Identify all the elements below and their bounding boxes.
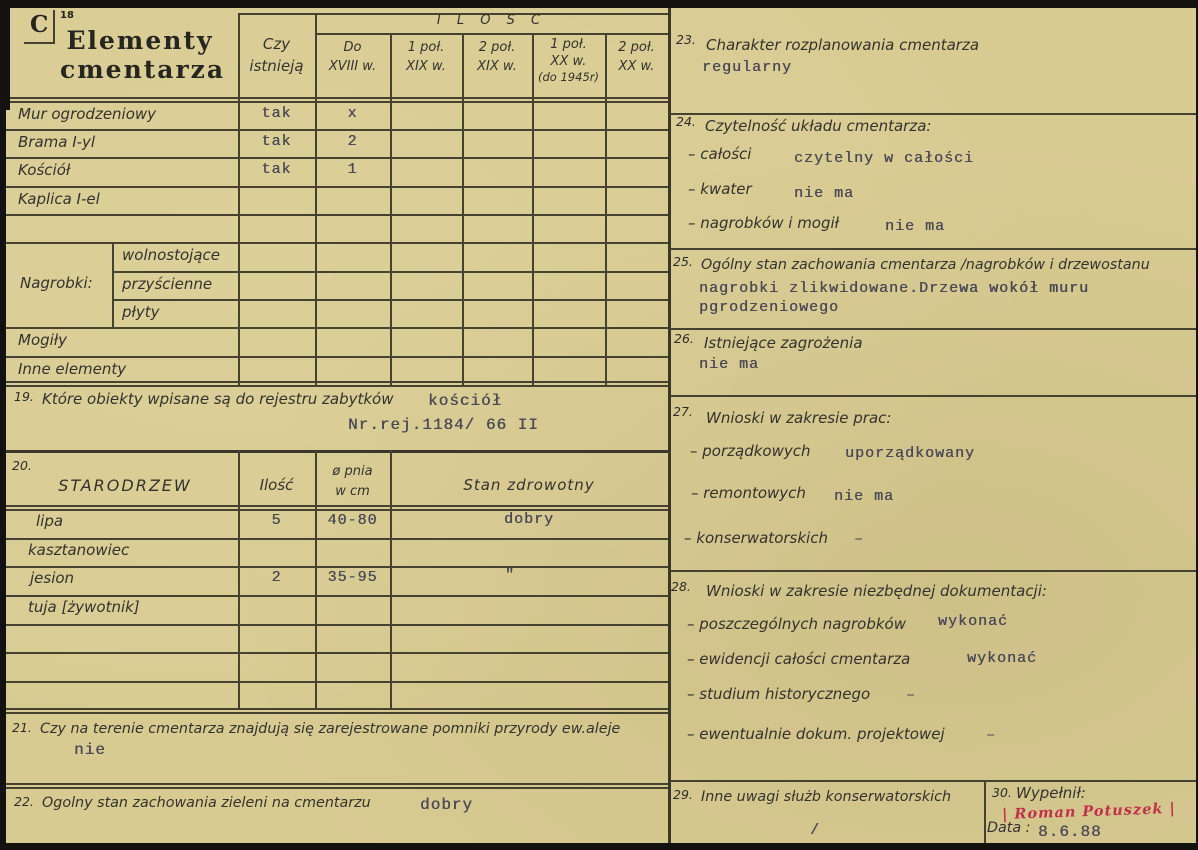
section-24-answer-calosci: czytelny w całości (794, 150, 975, 167)
grid-line-v (532, 33, 534, 385)
corner-mark-line-v (53, 10, 55, 43)
row-brama-qty: 2 (347, 133, 358, 150)
section-21-label: Czy na terenie cmentarza znajdują się zarejestrowane pomniki przyrody ew.aleje (40, 721, 621, 737)
row-label-plyty: płyty (122, 303, 160, 321)
grid-line-h (0, 327, 668, 329)
section-20-title: STARODRZEW (58, 476, 192, 495)
grid-line-h (0, 595, 668, 597)
section-23-label: Charakter rozplanowania cmentarza (706, 36, 980, 54)
grid-line-h (0, 101, 668, 103)
row-mur-qty: x (347, 105, 358, 122)
qty-col3-line1: 2 poł. (478, 40, 516, 55)
row-label-kaplica: Kaplica I-el (18, 190, 100, 208)
scan-edge-bottom (0, 843, 1198, 850)
section-26-label: Istniejące zagrożenia (704, 334, 863, 352)
section-28-item-studium: – studium historycznego (687, 685, 871, 703)
section-19-answer-1: kościół (428, 392, 503, 410)
grid-line-h (0, 214, 668, 216)
scan-edge-left (0, 0, 6, 850)
grid-line-h (0, 157, 668, 159)
row-kosciol-exists: tak (261, 161, 292, 178)
section-28-answer-studium: – (906, 687, 917, 704)
section-29-label: Inne uwagi służb konserwatorskich (701, 789, 952, 805)
grid-line-h (0, 538, 668, 540)
form-corner-number: 18 (60, 10, 74, 21)
section-30-label: Wypełnił: (1016, 784, 1086, 802)
section-20-col-qty: Ilość (259, 476, 294, 494)
row-label-brama: Brama I-yl (18, 133, 96, 151)
panel-divider-line (668, 8, 671, 843)
section-27-number: 27. (673, 404, 693, 419)
col-exists-line2: istnieją (249, 57, 304, 75)
section-30-number: 30. (992, 785, 1012, 800)
tree-row-lipa-qty: 5 (271, 512, 282, 529)
grid-line-h (0, 97, 668, 99)
qty-col4-line2: XX w. (550, 54, 587, 69)
tree-row-jesion-dia: 35-95 (327, 569, 378, 586)
section-26-answer: nie ma (699, 356, 760, 373)
section-27-item-konserwatorskich: – konserwatorskich (684, 529, 828, 547)
section-20-col-dia-line2: w cm (335, 484, 370, 499)
form-title-line1: Elementy (66, 26, 214, 55)
section-25-number: 25. (673, 254, 693, 269)
section-28-answer-ewidencji: wykonać (967, 650, 1038, 667)
row-label-mogily: Mogiły (18, 331, 67, 349)
form-title-line2: cmentarza (60, 55, 226, 84)
section-22-answer: dobry (420, 796, 474, 814)
tree-row-lipa-dia: 40-80 (327, 512, 378, 529)
section-28-answer-projektowej: – (986, 727, 997, 744)
tree-row-label-kasztanowiec: kasztanowiec (28, 541, 130, 559)
corner-mark-line-h (24, 42, 55, 44)
grid-line-v (112, 242, 114, 327)
scan-edge-top (0, 0, 1198, 8)
row-label-mur: Mur ogrodzeniowy (18, 105, 157, 123)
section-30-date-value: 8.6.88 (1038, 823, 1102, 841)
col-exists-line1: Czy (262, 35, 291, 53)
grid-line-h (0, 708, 668, 710)
grid-line-h (0, 356, 668, 358)
grid-line-h (112, 271, 668, 273)
qty-col2-line1: 1 poł. (407, 40, 445, 55)
grid-line-h (670, 395, 1198, 397)
section-28-label: Wnioski w zakresie niezbędnej dokumentacji: (706, 582, 1047, 600)
grid-line-h (0, 242, 668, 244)
section-23-number: 23. (676, 32, 696, 47)
grid-line-h (0, 712, 668, 714)
row-mur-exists: tak (261, 105, 292, 122)
qty-col1-line2: XVIII w. (328, 59, 377, 74)
section-25-answer-line2: pgrodzeniowego (699, 299, 840, 316)
grid-line-h (0, 681, 668, 683)
section-30-name-stamp: | Roman Potuszek | (1001, 799, 1177, 824)
row-label-wolnostojace: wolnostojące (122, 246, 221, 264)
tree-row-label-lipa: lipa (36, 512, 64, 530)
grid-line-v (390, 33, 392, 385)
grid-line-h (670, 248, 1198, 250)
grid-line-h (0, 652, 668, 654)
grid-line-h (112, 299, 668, 301)
section-20-number: 20. (12, 458, 32, 473)
section-24-label: Czytelność układu cmentarza: (705, 117, 932, 135)
section-24-answer-nagrobkow: nie ma (885, 218, 946, 235)
grid-line-h (0, 787, 668, 789)
section-29-mark: / (810, 822, 821, 839)
grid-line-h (315, 33, 668, 35)
grid-line-h (0, 450, 668, 453)
qty-col3-line2: XIX w. (477, 59, 517, 74)
section-20-col-dia-line1: ø pnia (332, 464, 373, 479)
grid-line-h (0, 624, 668, 626)
form-corner-letter: C (30, 11, 49, 38)
section-28-item-projektowej: – ewentualnie dokum. projektowej (687, 725, 945, 743)
scan-edge-corner (0, 0, 10, 110)
row-label-inne: Inne elementy (18, 360, 127, 378)
section-22-number: 22. (14, 794, 34, 809)
section-27-item-remontowych: – remontowych (691, 484, 806, 502)
grid-line-h (670, 570, 1198, 572)
grid-line-h (0, 505, 668, 507)
row-label-przyscienne: przyścienne (122, 275, 213, 293)
section-24-number: 24. (676, 114, 696, 129)
grid-line-h (0, 381, 668, 383)
grid-line-h (670, 113, 1198, 115)
section-19-label: Które obiekty wpisane są do rejestru zabytków (42, 390, 394, 408)
grid-line-v (984, 780, 986, 843)
grid-line-h (0, 129, 668, 131)
row-brama-exists: tak (261, 133, 292, 150)
section-28-item-nagrobkow: – poszczególnych nagrobków (687, 615, 906, 633)
qty-col5-line2: XX w. (618, 59, 655, 74)
qty-col5-line1: 2 poł. (618, 40, 655, 55)
section-26-number: 26. (674, 331, 694, 346)
section-29-number: 29. (673, 787, 693, 802)
grid-line-h (0, 783, 668, 785)
section-22-label: Ogolny stan zachowania zieleni na cmentarzu (42, 795, 371, 811)
tree-row-lipa-health: dobry (503, 511, 554, 528)
section-19-number: 19. (14, 389, 34, 404)
qty-col4-line1: 1 poł. (550, 37, 587, 52)
section-19-answer-2: Nr.rej.1184/ 66 II (348, 416, 539, 434)
section-21-number: 21. (12, 720, 32, 735)
section-30-date-label: Data : (987, 820, 1031, 836)
section-27-answer-konserwatorskich: – (854, 531, 865, 548)
grid-line-h (670, 328, 1198, 330)
tree-row-jesion-qty: 2 (271, 569, 282, 586)
section-28-answer-nagrobkow: wykonać (938, 613, 1009, 630)
tree-row-label-jesion: jesion (30, 569, 75, 587)
section-28-number: 28. (671, 579, 691, 594)
qty-group-header: I L O S C (436, 13, 547, 28)
qty-col1-line1: Do (343, 40, 362, 55)
grid-line-h (670, 780, 1198, 782)
grid-line-v (462, 33, 464, 385)
qty-col2-line2: XIX w. (406, 59, 446, 74)
section-27-answer-remontowych: nie ma (834, 488, 895, 505)
tree-row-jesion-health: " (504, 567, 515, 584)
section-27-item-porzadkowych: – porządkowych (690, 442, 811, 460)
section-27-answer-porzadkowych: uporządkowany (845, 445, 976, 462)
grid-line-h (0, 186, 668, 188)
section-27-label: Wnioski w zakresie prac: (706, 409, 892, 427)
grid-line-h (0, 385, 668, 387)
section-20-col-health: Stan zdrowotny (463, 476, 595, 494)
section-25-answer-line1: nagrobki zlikwidowane.Drzewa wokół muru (699, 280, 1090, 297)
row-label-kosciol: Kościół (18, 161, 71, 179)
row-kosciol-qty: 1 (347, 161, 358, 178)
section-24-item-calosci: – całości (688, 145, 752, 163)
group-label-nagrobki: Nagrobki: (20, 274, 93, 292)
section-21-answer: nie (74, 741, 106, 759)
section-25-label: Ogólny stan zachowania cmentarza /nagrobków i drzewostanu (701, 257, 1150, 273)
section-24-item-nagrobkow: – nagrobków i mogił (688, 214, 839, 232)
tree-row-label-tuja: tuja [żywotnik] (28, 598, 140, 616)
section-24-answer-kwater: nie ma (794, 185, 855, 202)
qty-col4-line3: (do 1945r) (538, 70, 599, 84)
section-23-answer: regularny (702, 59, 793, 76)
grid-line-v (605, 33, 607, 385)
section-24-item-kwater: – kwater (688, 180, 752, 198)
section-28-item-ewidencji: – ewidencji całości cmentarza (687, 650, 911, 668)
